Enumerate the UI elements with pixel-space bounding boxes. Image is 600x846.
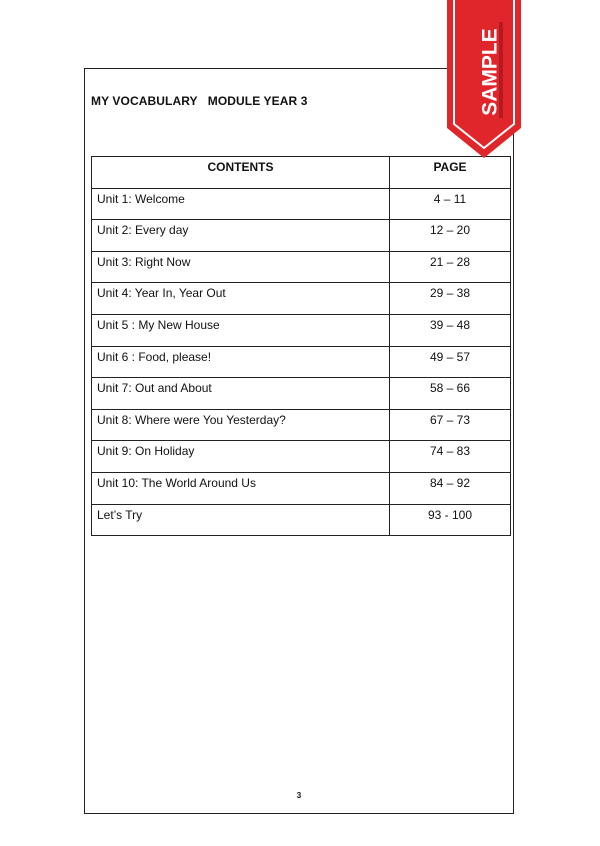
table-row: [92, 441, 511, 473]
unit-pages: 29 – 38: [390, 283, 511, 315]
sample-badge: [447, 0, 521, 160]
unit-title: Unit 6 : Food, please!: [92, 346, 390, 378]
table-row: [92, 472, 511, 504]
unit-pages: 84 – 92: [390, 472, 511, 504]
sample-ribbon-icon: [447, 0, 521, 160]
unit-title: Unit 10: The World Around Us: [92, 472, 390, 504]
unit-pages: 39 – 48: [390, 314, 511, 346]
unit-pages: 21 – 28: [390, 251, 511, 283]
unit-pages: 49 – 57: [390, 346, 511, 378]
table-row: [92, 504, 511, 536]
unit-pages: 67 – 73: [390, 409, 511, 441]
table-row: [92, 220, 511, 252]
table-row: [92, 251, 511, 283]
unit-title: Unit 9: On Holiday: [92, 441, 390, 473]
table-row: [92, 378, 511, 410]
unit-title: Let’s Try: [92, 504, 390, 536]
table-row: [92, 346, 511, 378]
unit-pages: 12 – 20: [390, 220, 511, 252]
unit-title: Unit 8: Where were You Yesterday?: [92, 409, 390, 441]
unit-title: Unit 7: Out and About: [92, 378, 390, 410]
page-header: PAGE: [390, 157, 511, 189]
contents-table: [91, 156, 511, 536]
unit-pages: 4 – 11: [390, 188, 511, 220]
document-page: [84, 68, 514, 814]
unit-title: Unit 3: Right Now: [92, 251, 390, 283]
contents-header: CONTENTS: [92, 157, 390, 189]
table-row: [92, 283, 511, 315]
unit-title: Unit 5 : My New House: [92, 314, 390, 346]
table-row: [92, 188, 511, 220]
document-title: MY VOCABULARY MODULE YEAR 3: [91, 94, 308, 108]
table-row: [92, 409, 511, 441]
unit-title: Unit 1: Welcome: [92, 188, 390, 220]
unit-title: Unit 2: Every day: [92, 220, 390, 252]
table-row: [92, 314, 511, 346]
table-header-row: [92, 157, 511, 189]
page-number: 3: [296, 791, 302, 800]
unit-pages: 74 – 83: [390, 441, 511, 473]
unit-pages: 93 - 100: [390, 504, 511, 536]
sample-text: SAMPLE: [478, 28, 502, 116]
unit-title: Unit 4: Year In, Year Out: [92, 283, 390, 315]
unit-pages: 58 – 66: [390, 378, 511, 410]
